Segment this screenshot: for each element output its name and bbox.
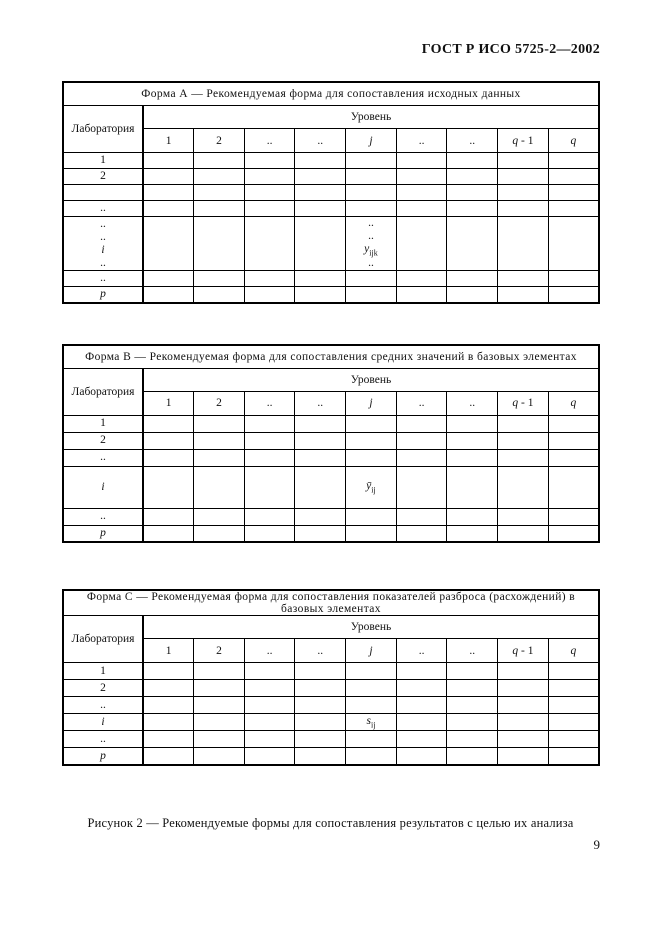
data-cell — [194, 415, 245, 432]
data-cell — [447, 153, 498, 169]
data-cell — [143, 153, 194, 169]
level-col-header: q - 1 — [498, 639, 549, 663]
data-cell — [295, 153, 346, 169]
data-cell — [396, 432, 447, 449]
data-cell — [295, 508, 346, 525]
row-label: 1 — [63, 153, 143, 169]
data-cell — [346, 680, 397, 697]
data-cell — [498, 697, 549, 714]
laboratory-header: Лаборатория — [63, 106, 143, 153]
data-cell — [244, 185, 295, 201]
data-cell — [295, 663, 346, 680]
data-cell — [498, 680, 549, 697]
data-cell — [396, 287, 447, 303]
data-cell — [295, 185, 346, 201]
form-c-table — [62, 589, 600, 766]
level-col-header: 1 — [143, 639, 194, 663]
data-cell — [396, 697, 447, 714]
level-col-header: 2 — [194, 129, 245, 153]
data-cell — [143, 525, 194, 542]
data-cell — [244, 680, 295, 697]
data-cell — [396, 680, 447, 697]
data-cell — [194, 663, 245, 680]
data-cell — [244, 169, 295, 185]
data-cell — [498, 169, 549, 185]
data-cell — [498, 466, 549, 508]
data-cell — [194, 449, 245, 466]
data-cell — [194, 169, 245, 185]
data-cell — [244, 432, 295, 449]
table-row — [63, 185, 599, 201]
data-cell — [548, 217, 599, 271]
data-cell — [548, 680, 599, 697]
level-col-header: .. — [244, 391, 295, 415]
data-cell — [346, 153, 397, 169]
data-cell — [346, 508, 397, 525]
level-col-header: .. — [244, 639, 295, 663]
data-cell — [244, 508, 295, 525]
data-cell — [194, 217, 245, 271]
level-header: Уровень — [143, 368, 599, 391]
data-cell — [244, 287, 295, 303]
data-cell — [447, 449, 498, 466]
data-cell — [194, 508, 245, 525]
data-cell — [396, 663, 447, 680]
data-cell — [396, 185, 447, 201]
data-cell — [447, 663, 498, 680]
data-cell — [447, 287, 498, 303]
table-row — [63, 287, 599, 303]
data-cell — [244, 271, 295, 287]
data-cell — [548, 201, 599, 217]
data-cell — [548, 169, 599, 185]
data-cell — [548, 432, 599, 449]
row-label: p — [63, 748, 143, 765]
data-cell — [143, 449, 194, 466]
data-cell — [548, 663, 599, 680]
data-cell — [548, 415, 599, 432]
data-cell — [498, 271, 549, 287]
data-cell — [396, 466, 447, 508]
data-cell — [346, 697, 397, 714]
level-col-header: j — [346, 391, 397, 415]
level-col-header: q — [548, 639, 599, 663]
data-cell — [244, 153, 295, 169]
data-cell — [143, 697, 194, 714]
data-cell — [396, 271, 447, 287]
data-cell — [447, 271, 498, 287]
data-cell — [447, 201, 498, 217]
data-cell — [194, 525, 245, 542]
level-header: Уровень — [143, 106, 599, 129]
level-col-header: .. — [447, 129, 498, 153]
data-cell — [295, 697, 346, 714]
level-col-header: 2 — [194, 391, 245, 415]
data-cell — [143, 748, 194, 765]
data-cell — [194, 287, 245, 303]
data-cell — [498, 714, 549, 731]
data-cell — [548, 714, 599, 731]
table-row — [63, 508, 599, 525]
level-columns-row — [63, 129, 599, 153]
data-cell — [194, 466, 245, 508]
data-cell — [498, 415, 549, 432]
data-cell — [143, 201, 194, 217]
table-row — [63, 169, 599, 185]
level-col-header: .. — [396, 391, 447, 415]
data-cell — [143, 169, 194, 185]
data-cell — [295, 432, 346, 449]
table-row — [63, 466, 599, 508]
data-cell: .. .. $y_{ijk}$ .. — [346, 217, 397, 271]
data-cell — [548, 697, 599, 714]
data-cell — [498, 287, 549, 303]
data-cell — [194, 680, 245, 697]
level-col-header: .. — [295, 639, 346, 663]
level-col-header: q - 1 — [498, 129, 549, 153]
level-col-header: .. — [295, 391, 346, 415]
row-label: .. .. i .. — [63, 217, 143, 271]
data-cell — [244, 525, 295, 542]
data-cell — [498, 185, 549, 201]
form-a-body — [63, 153, 599, 303]
data-cell — [447, 680, 498, 697]
data-cell — [244, 217, 295, 271]
data-cell — [143, 663, 194, 680]
table-row — [63, 415, 599, 432]
table-row — [63, 449, 599, 466]
row-label: .. — [63, 201, 143, 217]
data-cell — [548, 153, 599, 169]
data-cell — [396, 169, 447, 185]
row-label: .. — [63, 271, 143, 287]
form-b-body — [63, 415, 599, 542]
row-label: 2 — [63, 432, 143, 449]
data-cell — [346, 169, 397, 185]
form-a-title: Форма А — Рекомендуемая форма для сопоставления исходных данных — [63, 82, 599, 106]
level-col-header: q — [548, 129, 599, 153]
data-cell — [346, 432, 397, 449]
level-header: Уровень — [143, 616, 599, 639]
level-col-header: j — [346, 639, 397, 663]
figure-caption: Рисунок 2 — Рекомендуемые формы для сопоставления результатов с целью их анализа — [87, 815, 574, 830]
data-cell — [346, 415, 397, 432]
data-cell — [548, 271, 599, 287]
row-label: p — [63, 287, 143, 303]
data-cell — [143, 680, 194, 697]
level-col-header: q - 1 — [498, 391, 549, 415]
level-columns-row — [63, 639, 599, 663]
data-cell — [548, 731, 599, 748]
data-cell — [244, 466, 295, 508]
row-label: .. — [63, 449, 143, 466]
data-cell — [244, 697, 295, 714]
table-row — [63, 271, 599, 287]
data-cell — [346, 663, 397, 680]
data-cell — [346, 748, 397, 765]
form-b-title-row — [63, 345, 599, 369]
data-cell: $ȳ_{ij}$ — [346, 466, 397, 508]
data-cell — [498, 508, 549, 525]
data-cell — [194, 271, 245, 287]
data-cell — [396, 201, 447, 217]
level-columns-row — [63, 391, 599, 415]
table-row — [63, 153, 599, 169]
data-cell — [295, 714, 346, 731]
data-cell — [346, 731, 397, 748]
level-col-header: 2 — [194, 639, 245, 663]
data-cell — [447, 217, 498, 271]
form-a-table — [62, 81, 600, 304]
data-cell — [447, 714, 498, 731]
data-cell — [295, 748, 346, 765]
data-cell — [295, 449, 346, 466]
data-cell — [295, 217, 346, 271]
data-cell — [396, 217, 447, 271]
data-cell — [143, 217, 194, 271]
data-cell — [295, 415, 346, 432]
table-row — [63, 525, 599, 542]
data-cell — [396, 748, 447, 765]
data-cell — [244, 449, 295, 466]
laboratory-header: Лаборатория — [63, 368, 143, 415]
row-label: .. — [63, 508, 143, 525]
data-cell — [396, 508, 447, 525]
data-cell — [396, 153, 447, 169]
row-label: 1 — [63, 415, 143, 432]
data-cell — [194, 432, 245, 449]
data-cell — [498, 525, 549, 542]
page-number: 9 — [593, 836, 600, 852]
data-cell — [143, 432, 194, 449]
data-cell — [295, 271, 346, 287]
data-cell — [548, 525, 599, 542]
data-cell — [244, 415, 295, 432]
data-cell — [295, 731, 346, 748]
form-a-title-row — [63, 82, 599, 106]
data-cell — [295, 287, 346, 303]
data-cell — [295, 466, 346, 508]
data-cell — [548, 449, 599, 466]
data-cell — [194, 731, 245, 748]
row-label: p — [63, 525, 143, 542]
data-cell — [396, 415, 447, 432]
data-cell — [548, 466, 599, 508]
data-cell — [346, 287, 397, 303]
table-row — [63, 714, 599, 731]
data-cell — [447, 731, 498, 748]
data-cell — [447, 508, 498, 525]
table-row — [63, 432, 599, 449]
data-cell — [396, 714, 447, 731]
row-label: .. — [63, 731, 143, 748]
data-cell — [447, 415, 498, 432]
data-cell — [447, 185, 498, 201]
data-cell — [548, 287, 599, 303]
data-cell — [194, 153, 245, 169]
data-cell — [396, 449, 447, 466]
row-label: i — [63, 466, 143, 508]
data-cell — [498, 731, 549, 748]
data-cell — [396, 731, 447, 748]
level-col-header: j — [346, 129, 397, 153]
data-cell — [194, 201, 245, 217]
data-cell — [194, 748, 245, 765]
data-cell — [548, 185, 599, 201]
data-cell — [346, 271, 397, 287]
form-c-title-row — [63, 590, 599, 616]
row-label: 2 — [63, 680, 143, 697]
data-cell — [396, 525, 447, 542]
data-cell — [447, 169, 498, 185]
table-row — [63, 731, 599, 748]
data-cell — [295, 680, 346, 697]
data-cell — [498, 663, 549, 680]
data-cell — [346, 449, 397, 466]
data-cell — [143, 714, 194, 731]
data-cell — [143, 185, 194, 201]
data-cell — [244, 731, 295, 748]
data-cell — [143, 415, 194, 432]
row-label: 1 — [63, 663, 143, 680]
data-cell — [143, 731, 194, 748]
data-cell — [194, 697, 245, 714]
form-b-title: Форма В — Рекомендуемая форма для сопоставления средних значений в базовых элементах — [63, 345, 599, 369]
form-c-body — [63, 663, 599, 765]
data-cell — [143, 271, 194, 287]
data-cell — [447, 466, 498, 508]
data-cell — [346, 185, 397, 201]
row-label — [63, 185, 143, 201]
data-cell — [548, 748, 599, 765]
data-cell — [498, 432, 549, 449]
level-col-header: .. — [447, 391, 498, 415]
data-cell — [346, 201, 397, 217]
data-cell — [548, 508, 599, 525]
data-cell — [143, 508, 194, 525]
data-cell — [447, 697, 498, 714]
data-cell — [346, 525, 397, 542]
level-col-header: .. — [244, 129, 295, 153]
data-cell — [498, 449, 549, 466]
row-label: 2 — [63, 169, 143, 185]
table-row — [63, 680, 599, 697]
data-cell — [244, 663, 295, 680]
data-cell — [194, 714, 245, 731]
row-label: .. — [63, 697, 143, 714]
data-cell — [295, 525, 346, 542]
data-cell — [244, 201, 295, 217]
data-cell — [194, 185, 245, 201]
data-cell — [498, 201, 549, 217]
table-row — [63, 697, 599, 714]
data-cell — [295, 201, 346, 217]
data-cell — [244, 714, 295, 731]
laboratory-header: Лаборатория — [63, 616, 143, 663]
table-row — [63, 217, 599, 271]
table-row — [63, 201, 599, 217]
level-col-header: .. — [396, 129, 447, 153]
table-row — [63, 748, 599, 765]
data-cell — [498, 217, 549, 271]
data-cell — [143, 287, 194, 303]
form-b-table — [62, 344, 600, 544]
data-cell — [498, 153, 549, 169]
row-label: i — [63, 714, 143, 731]
data-cell — [143, 466, 194, 508]
level-col-header: .. — [295, 129, 346, 153]
data-cell — [447, 748, 498, 765]
level-col-header: 1 — [143, 391, 194, 415]
document-header: ГОСТ Р ИСО 5725-2—2002 — [421, 42, 600, 57]
level-col-header: .. — [396, 639, 447, 663]
table-row — [63, 663, 599, 680]
data-cell — [295, 169, 346, 185]
level-col-header: 1 — [143, 129, 194, 153]
data-cell: $s_{ij}$ — [346, 714, 397, 731]
data-cell — [447, 525, 498, 542]
data-cell — [498, 748, 549, 765]
data-cell — [447, 432, 498, 449]
data-cell — [244, 748, 295, 765]
form-c-title: Форма С — Рекомендуемая форма для сопоставления показателей разброса (расхождений) в базовых элементах — [63, 590, 599, 616]
level-col-header: .. — [447, 639, 498, 663]
level-col-header: q — [548, 391, 599, 415]
